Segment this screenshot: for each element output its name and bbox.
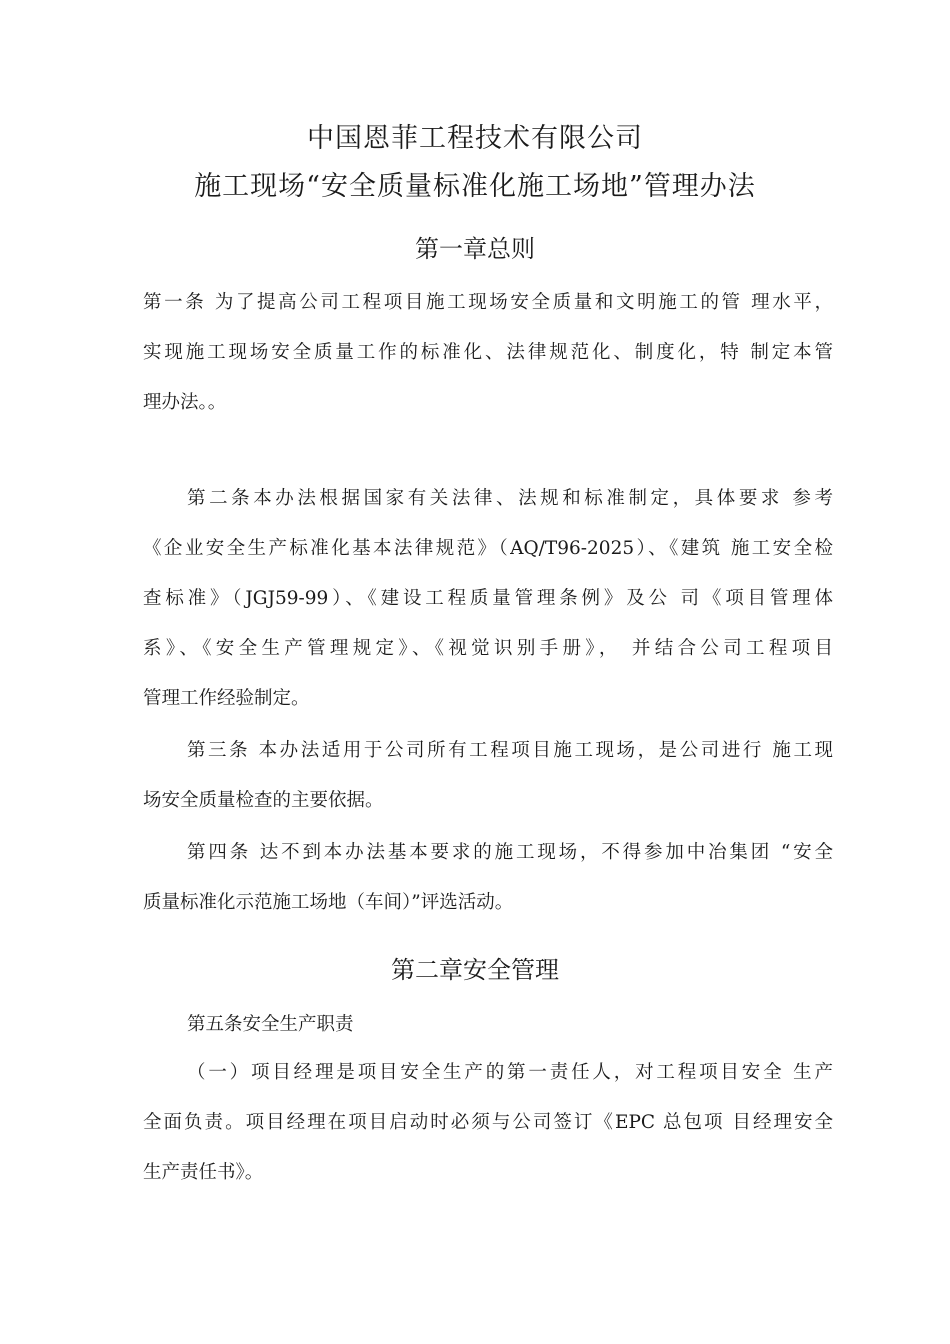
article-5-item-1-line-2: 全面负责。项目经理在项目启动时必须与公司签订《EPC 总包项 目经理安全 xyxy=(143,1112,833,1133)
article-1-line-1: 第一条 为了提高公司工程项目施工现场安全质量和文明施工的管 理水平， xyxy=(143,292,833,313)
article-2-line-2: 《企业安全生产标准化基本法律规范》（AQ/T96-2025）、《建筑 施工安全检 xyxy=(143,538,833,559)
article-1-line-3: 理办法。。 xyxy=(143,392,227,413)
article-2-line-1: 第二条本办法根据国家有关法律、法规和标准制定，具体要求 参考 xyxy=(187,488,833,509)
article-2-line-5: 管理工作经验制定。 xyxy=(143,688,310,709)
article-5-item-1-line-1: （一）项目经理是项目安全生产的第一责任人，对工程项目安全 生产 xyxy=(187,1062,833,1083)
article-2-line-3: 查标准》（JGJ59-99）、《建设工程质量管理条例》及公 司《项目管理体 xyxy=(143,588,833,609)
article-4-line-2: 质量标准化示范施工场地（车间）”评选活动。 xyxy=(143,892,514,913)
article-2-line-4: 系》、《安全生产管理规定》、《视觉识别手册》， 并结合公司工程项目 xyxy=(143,638,833,659)
chapter-1-heading: 第一章总则 xyxy=(415,235,535,263)
article-3-line-2: 场安全质量检查的主要依据。 xyxy=(143,790,384,811)
article-1-line-2: 实现施工现场安全质量工作的标准化、法律规范化、制度化，特 制定本管 xyxy=(143,342,833,363)
article-4-line-1: 第四条 达不到本办法基本要求的施工现场，不得参加中冶集团 “安全 xyxy=(187,842,833,863)
document-title-company: 中国恩菲工程技术有限公司 xyxy=(307,123,643,154)
article-5-item-1-line-3: 生产责任书》。 xyxy=(143,1162,264,1183)
chapter-2-heading: 第二章安全管理 xyxy=(391,956,559,984)
article-5-title: 第五条安全生产职责 xyxy=(187,1014,354,1035)
document-title-regulation: 施工现场“安全质量标准化施工场地”管理办法 xyxy=(194,171,756,202)
article-3-line-1: 第三条 本办法适用于公司所有工程项目施工现场，是公司进行 施工现 xyxy=(187,740,833,761)
